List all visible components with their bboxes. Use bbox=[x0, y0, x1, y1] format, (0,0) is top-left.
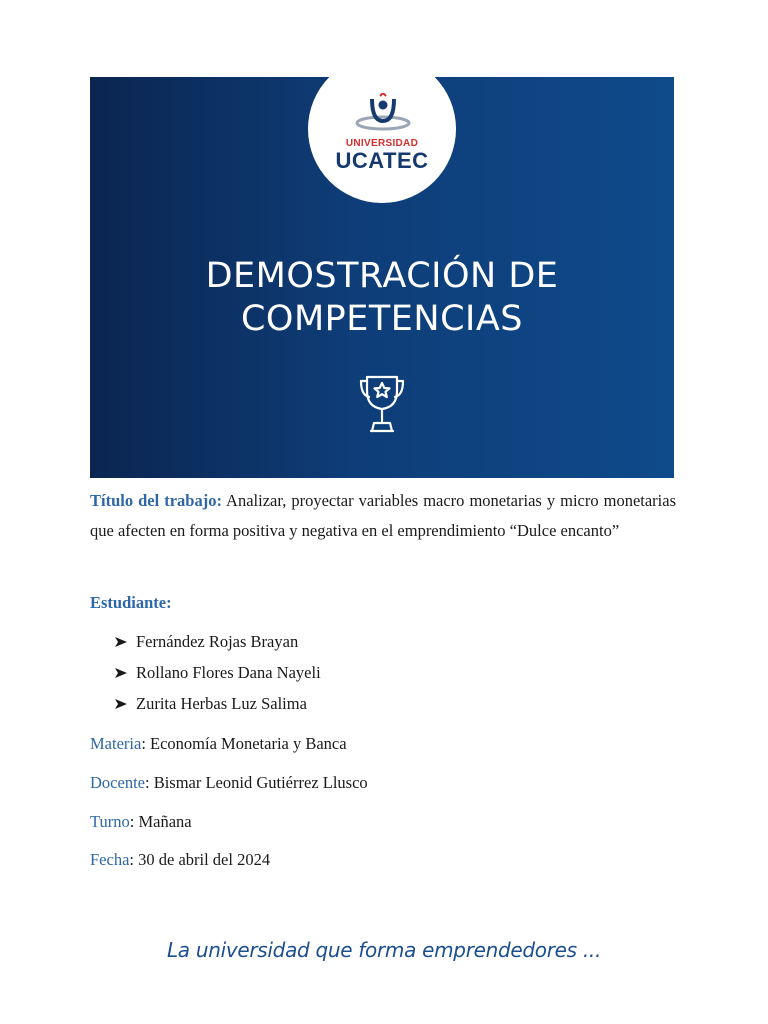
students-heading bbox=[90, 588, 172, 618]
arrow-bullet-icon bbox=[114, 667, 128, 679]
work-title-paragraph bbox=[90, 486, 676, 546]
student-name: Zurita Herbas Luz Salima bbox=[136, 694, 307, 713]
logo-emblem-icon bbox=[354, 93, 412, 133]
cover-details bbox=[90, 486, 676, 869]
subject-field bbox=[90, 729, 347, 759]
cover-banner bbox=[90, 77, 674, 478]
shift-label: Turno bbox=[90, 812, 130, 831]
teacher-value: : Bismar Leonid Gutiérrez Llusco bbox=[144, 773, 368, 792]
student-name: Rollano Flores Dana Nayeli bbox=[136, 663, 321, 682]
footer-slogan: La universidad que forma emprendedores ... bbox=[166, 938, 602, 962]
students-list bbox=[114, 626, 321, 719]
teacher-field bbox=[90, 768, 368, 798]
arrow-bullet-icon bbox=[114, 698, 128, 710]
students-label: Estudiante: bbox=[90, 593, 172, 612]
list-item bbox=[114, 688, 321, 719]
date-value: : 30 de abril del 2024 bbox=[129, 850, 271, 869]
banner-title bbox=[90, 255, 674, 341]
list-item bbox=[114, 626, 321, 657]
work-title-value: Analizar, proyectar variables macro monetarias y micro monetarias que afecten en forma positiva y negativa en el emprendimiento “Dulce encanto” bbox=[90, 491, 676, 540]
university-logo bbox=[308, 77, 456, 203]
banner-title-line-2: COMPETENCIAS bbox=[240, 299, 523, 339]
date-field bbox=[90, 845, 270, 875]
student-name: Fernández Rojas Brayan bbox=[136, 632, 299, 651]
date-label: Fecha bbox=[90, 850, 130, 869]
logo-ucatec-text: UCATEC bbox=[335, 148, 429, 173]
subject-value: : Economía Monetaria y Banca bbox=[141, 734, 347, 753]
teacher-label: Docente bbox=[90, 773, 145, 792]
shift-field bbox=[90, 807, 192, 837]
subject-label: Materia bbox=[90, 734, 142, 753]
work-title-label: Título del trabajo: bbox=[90, 491, 222, 510]
arrow-bullet-icon bbox=[114, 636, 128, 648]
logo-university-text: UNIVERSIDAD bbox=[345, 138, 419, 149]
banner-title-line-1: DEMOSTRACIÓN DE bbox=[205, 256, 559, 296]
shift-value: : Mañana bbox=[129, 812, 192, 831]
list-item bbox=[114, 657, 321, 688]
trophy-icon bbox=[358, 373, 406, 437]
